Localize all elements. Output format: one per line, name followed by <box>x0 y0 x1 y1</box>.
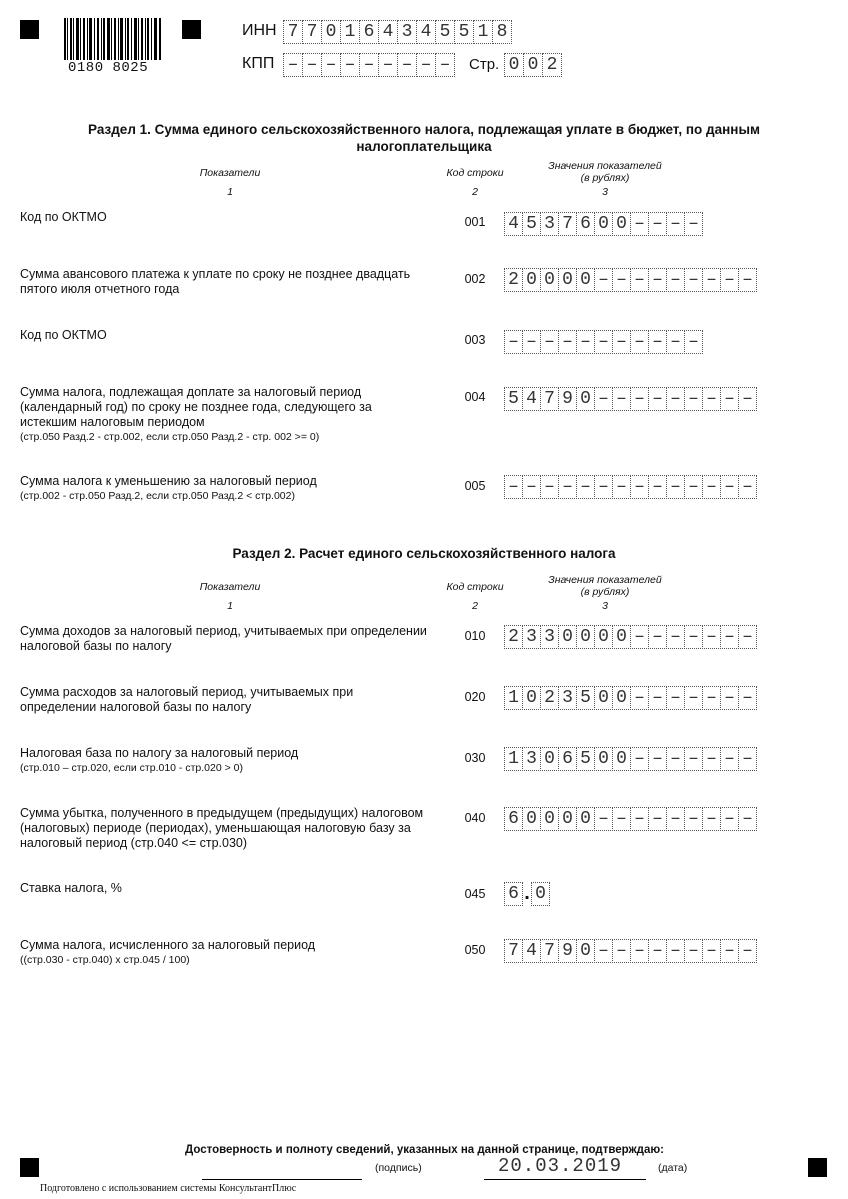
char-cell: – <box>666 807 685 831</box>
s1-row-004-value <box>505 387 757 411</box>
char-cell: 4 <box>522 939 541 963</box>
section1-col2-header: Код строки <box>446 167 504 179</box>
char-cell: – <box>630 686 649 710</box>
char-cell: – <box>558 475 577 499</box>
char-cell: – <box>648 939 667 963</box>
char-cell: – <box>720 747 739 771</box>
char-cell: – <box>702 475 721 499</box>
char-cell: 6 <box>576 212 595 236</box>
s1-row-002-text2: пятого июля отчетного года <box>20 282 180 296</box>
char-cell: – <box>738 939 757 963</box>
char-cell: – <box>378 53 398 77</box>
s1-row-003-label <box>20 328 430 343</box>
char-cell: – <box>594 330 613 354</box>
char-cell: 1 <box>473 20 493 44</box>
section1-col3-line1: Значения показателей <box>548 160 662 172</box>
s1-row-003-code: 003 <box>464 333 486 347</box>
signature-line[interactable] <box>202 1162 362 1180</box>
section2-col1-number: 1 <box>227 600 233 612</box>
char-cell: 2 <box>504 625 523 649</box>
s2-row-040-label <box>20 806 430 851</box>
char-cell: – <box>684 475 703 499</box>
char-cell: 3 <box>522 747 541 771</box>
char-cell: 0 <box>612 625 631 649</box>
char-cell: 0 <box>522 807 541 831</box>
section1-col2-number: 2 <box>472 186 478 198</box>
page-number-field <box>505 53 562 77</box>
section1-title-line1: Раздел 1. Сумма единого сельскохозяйственного налога, подлежащая уплате в бюджет, по данным <box>88 122 760 137</box>
s2-row-030-label <box>20 746 430 776</box>
char-cell: 9 <box>558 387 577 411</box>
char-cell: – <box>283 53 303 77</box>
char-cell: – <box>612 807 631 831</box>
s2-row-010-value <box>505 625 757 649</box>
rate-integer-cell: 6 <box>504 882 523 906</box>
char-cell: – <box>612 387 631 411</box>
char-cell: 1 <box>340 20 360 44</box>
char-cell: – <box>630 939 649 963</box>
char-cell: 0 <box>504 53 524 77</box>
s2-row-020-text1: Сумма расходов за налоговый период, учитываемых при <box>20 685 354 699</box>
section1-col1-header: Показатели <box>199 167 261 179</box>
s2-row-010-text2: налоговой базы по налогу <box>20 639 172 653</box>
char-cell: – <box>648 807 667 831</box>
char-cell: – <box>684 330 703 354</box>
s2-row-030-text: Налоговая база по налогу за налоговый период <box>20 746 299 760</box>
char-cell: 7 <box>504 939 523 963</box>
char-cell: 4 <box>522 387 541 411</box>
s2-row-040-value <box>505 807 757 831</box>
s2-row-020-code: 020 <box>464 690 486 704</box>
char-cell: 0 <box>321 20 341 44</box>
char-cell: – <box>702 939 721 963</box>
char-cell: – <box>666 475 685 499</box>
char-cell: – <box>648 268 667 292</box>
char-cell: 3 <box>397 20 417 44</box>
char-cell: – <box>738 268 757 292</box>
s1-row-002-value <box>505 268 757 292</box>
char-cell: – <box>594 939 613 963</box>
char-cell: – <box>720 387 739 411</box>
char-cell: – <box>576 475 595 499</box>
s1-row-005-text: Сумма налога к уменьшению за налоговый период <box>20 474 317 488</box>
char-cell: – <box>504 330 523 354</box>
char-cell: 0 <box>540 747 559 771</box>
char-cell: – <box>738 686 757 710</box>
kpp-field <box>284 53 455 77</box>
char-cell: – <box>666 387 685 411</box>
char-cell: 1 <box>504 686 523 710</box>
s1-row-003-value <box>505 330 703 354</box>
char-cell: – <box>612 475 631 499</box>
s2-row-030-code: 030 <box>464 751 486 765</box>
char-cell: – <box>594 387 613 411</box>
char-cell: – <box>702 387 721 411</box>
section1-title-line2: налогоплательщика <box>356 139 492 154</box>
char-cell: 0 <box>558 807 577 831</box>
date-value: 20.03.2019 <box>498 1155 623 1177</box>
char-cell: – <box>321 53 341 77</box>
char-cell: – <box>630 330 649 354</box>
char-cell: 5 <box>576 747 595 771</box>
section1-col3-header <box>520 160 690 184</box>
char-cell: – <box>648 686 667 710</box>
char-cell: – <box>720 686 739 710</box>
s2-row-045-text: Ставка налога, % <box>20 881 122 895</box>
char-cell: – <box>738 807 757 831</box>
char-cell: 6 <box>558 747 577 771</box>
char-cell: – <box>648 330 667 354</box>
char-cell: – <box>540 330 559 354</box>
rate-decimal-cell: 0 <box>531 882 550 906</box>
date-label: (дата) <box>658 1162 688 1174</box>
corner-marker-top-left <box>20 20 39 39</box>
char-cell: – <box>738 747 757 771</box>
char-cell: – <box>594 268 613 292</box>
credit-text: Подготовлено с использованием системы КонсультантПлюс <box>40 1183 297 1194</box>
s1-row-001-code: 001 <box>464 215 486 229</box>
s2-row-050-label <box>20 938 430 968</box>
char-cell: – <box>340 53 360 77</box>
section1-title <box>0 121 848 155</box>
char-cell: – <box>397 53 417 77</box>
char-cell: – <box>648 747 667 771</box>
s2-row-050-code: 050 <box>464 943 486 957</box>
s1-row-004-note: (стр.050 Разд.2 - стр.002, если стр.050 Разд.2 - стр. 002 >= 0) <box>20 431 320 443</box>
s2-row-030-value <box>505 747 757 771</box>
char-cell: – <box>684 939 703 963</box>
char-cell: 0 <box>558 268 577 292</box>
char-cell: – <box>648 212 667 236</box>
s2-row-050-value <box>505 939 757 963</box>
s2-row-030-note: (стр.010 – стр.020, если стр.010 - стр.020 > 0) <box>20 762 243 774</box>
s1-row-005-code: 005 <box>464 479 486 493</box>
char-cell: 0 <box>576 939 595 963</box>
char-cell: – <box>648 387 667 411</box>
s1-row-001-label <box>20 210 430 225</box>
char-cell: 0 <box>594 747 613 771</box>
section2-col3-header <box>520 574 690 598</box>
char-cell: 0 <box>522 686 541 710</box>
char-cell: – <box>702 625 721 649</box>
section2-col2-header: Код строки <box>446 581 504 593</box>
char-cell: – <box>720 268 739 292</box>
char-cell: 0 <box>612 212 631 236</box>
s1-row-003-text: Код по ОКТМО <box>20 328 107 342</box>
char-cell: 3 <box>540 625 559 649</box>
char-cell: – <box>630 807 649 831</box>
char-cell: – <box>630 387 649 411</box>
char-cell: – <box>558 330 577 354</box>
char-cell: – <box>720 475 739 499</box>
char-cell: 4 <box>416 20 436 44</box>
char-cell: 4 <box>504 212 523 236</box>
char-cell: – <box>666 625 685 649</box>
s2-row-040-text3: налоговый период (стр.040 <= стр.030) <box>20 836 248 850</box>
s1-row-001-value <box>505 212 703 236</box>
s2-row-040-text2: (налоговых) периоде (периодах), уменьшающая налоговую базу за <box>20 821 411 835</box>
section2-col1-header: Показатели <box>199 581 261 593</box>
signature-label: (подпись) <box>375 1162 422 1174</box>
char-cell: – <box>720 625 739 649</box>
s1-row-002-code: 002 <box>464 272 486 286</box>
char-cell: – <box>576 330 595 354</box>
char-cell: – <box>684 268 703 292</box>
char-cell: – <box>594 807 613 831</box>
page-label: Стр. <box>469 56 500 73</box>
s2-row-010-text1: Сумма доходов за налоговый период, учитываемых при определении <box>20 624 427 638</box>
kpp-label: КПП <box>242 55 275 72</box>
char-cell: – <box>720 939 739 963</box>
char-cell: – <box>540 475 559 499</box>
char-cell: – <box>666 330 685 354</box>
inn-label: ИНН <box>242 22 277 39</box>
char-cell: 7 <box>540 387 559 411</box>
char-cell: – <box>630 747 649 771</box>
section1-col3-number: 3 <box>602 186 608 198</box>
corner-marker-bottom-right <box>808 1158 827 1177</box>
s1-row-005-label <box>20 474 430 504</box>
char-cell: 0 <box>594 212 613 236</box>
char-cell: – <box>684 212 703 236</box>
char-cell: – <box>522 330 541 354</box>
char-cell: 0 <box>576 807 595 831</box>
s2-row-045-value <box>505 882 550 906</box>
section2-col3-number: 3 <box>602 600 608 612</box>
char-cell: 3 <box>540 212 559 236</box>
char-cell: 2 <box>540 686 559 710</box>
rate-decimal-separator: . <box>524 882 530 904</box>
s1-row-005-note: (стр.002 - стр.050 Разд.2, если стр.050 Разд.2 < стр.002) <box>20 490 295 502</box>
char-cell: 0 <box>558 625 577 649</box>
char-cell: – <box>720 807 739 831</box>
char-cell: 3 <box>558 686 577 710</box>
char-cell: – <box>684 747 703 771</box>
char-cell: – <box>630 625 649 649</box>
char-cell: – <box>702 268 721 292</box>
s1-row-001-text: Код по ОКТМО <box>20 210 107 224</box>
section1-col1-number: 1 <box>227 186 233 198</box>
char-cell: 5 <box>522 212 541 236</box>
s1-row-004-code: 004 <box>464 390 486 404</box>
char-cell: 0 <box>540 807 559 831</box>
s1-row-004-text1: Сумма налога, подлежащая доплате за налоговый период <box>20 385 362 399</box>
s2-row-020-label <box>20 685 430 715</box>
char-cell: – <box>504 475 523 499</box>
section2-col2-number: 2 <box>472 600 478 612</box>
s2-row-010-code: 010 <box>464 629 486 643</box>
char-cell: 5 <box>576 686 595 710</box>
barcode-number: 0180 8025 <box>68 60 149 76</box>
char-cell: 5 <box>454 20 474 44</box>
char-cell: – <box>684 686 703 710</box>
char-cell: – <box>666 939 685 963</box>
char-cell: 7 <box>302 20 322 44</box>
char-cell: 0 <box>612 747 631 771</box>
char-cell: 4 <box>378 20 398 44</box>
char-cell: – <box>612 330 631 354</box>
s1-row-002-label <box>20 267 430 297</box>
char-cell: – <box>738 625 757 649</box>
char-cell: – <box>738 475 757 499</box>
char-cell: 0 <box>576 268 595 292</box>
section2-title: Раздел 2. Расчет единого сельскохозяйственного налога <box>232 546 616 561</box>
char-cell: 0 <box>523 53 543 77</box>
char-cell: – <box>302 53 322 77</box>
char-cell: 1 <box>504 747 523 771</box>
char-cell: – <box>666 268 685 292</box>
char-cell: – <box>630 475 649 499</box>
char-cell: – <box>630 212 649 236</box>
s2-row-050-note: ((стр.030 - стр.040) х стр.045 / 100) <box>20 954 190 966</box>
s1-row-005-value <box>505 475 757 499</box>
char-cell: – <box>666 212 685 236</box>
corner-marker-bottom-left <box>20 1158 39 1177</box>
s2-row-045-label <box>20 881 430 896</box>
section1-col3-line2: (в рублях) <box>580 172 630 184</box>
char-cell: – <box>359 53 379 77</box>
char-cell: 0 <box>522 268 541 292</box>
char-cell: 6 <box>504 807 523 831</box>
char-cell: 0 <box>594 625 613 649</box>
char-cell: 0 <box>612 686 631 710</box>
s2-row-045-code: 045 <box>464 887 486 901</box>
char-cell: – <box>630 268 649 292</box>
s2-row-050-text: Сумма налога, исчисленного за налоговый период <box>20 938 316 952</box>
char-cell: – <box>648 475 667 499</box>
s2-row-020-value <box>505 686 757 710</box>
section2-col3-line2: (в рублях) <box>580 586 630 598</box>
char-cell: 6 <box>359 20 379 44</box>
char-cell: 0 <box>594 686 613 710</box>
char-cell: – <box>702 807 721 831</box>
s1-row-002-text1: Сумма авансового платежа к уплате по сроку не позднее двадцать <box>20 267 411 281</box>
char-cell: – <box>666 686 685 710</box>
corner-marker-top-right <box>182 20 201 39</box>
char-cell: 0 <box>576 387 595 411</box>
char-cell: 0 <box>576 625 595 649</box>
char-cell: – <box>684 625 703 649</box>
char-cell: – <box>612 939 631 963</box>
char-cell: – <box>416 53 436 77</box>
char-cell: 7 <box>558 212 577 236</box>
s2-row-040-code: 040 <box>464 811 486 825</box>
char-cell: 8 <box>492 20 512 44</box>
char-cell: – <box>684 807 703 831</box>
char-cell: – <box>648 625 667 649</box>
char-cell: – <box>612 268 631 292</box>
char-cell: 7 <box>283 20 303 44</box>
barcode-image <box>64 18 162 60</box>
inn-field <box>284 20 512 44</box>
char-cell: 2 <box>542 53 562 77</box>
char-cell: – <box>594 475 613 499</box>
section2-col3-line1: Значения показателей <box>548 574 662 586</box>
char-cell: 5 <box>504 387 523 411</box>
char-cell: 7 <box>540 939 559 963</box>
char-cell: – <box>702 747 721 771</box>
s2-row-010-label <box>20 624 430 654</box>
char-cell: 0 <box>540 268 559 292</box>
s1-row-004-text2: (календарный год) по сроку не позднее года, следующего за <box>20 400 372 414</box>
s1-row-004-label <box>20 385 430 445</box>
s2-row-040-text1: Сумма убытка, полученного в предыдущем (предыдущих) налоговом <box>20 806 424 820</box>
char-cell: – <box>666 747 685 771</box>
confirmation-text: Достоверность и полноту сведений, указанных на данной странице, подтверждаю: <box>185 1144 665 1156</box>
s1-row-004-text3: истекшим налоговым периодом <box>20 415 205 429</box>
s2-row-020-text2: определении налоговой базы по налогу <box>20 700 252 714</box>
char-cell: 5 <box>435 20 455 44</box>
char-cell: 2 <box>504 268 523 292</box>
char-cell: – <box>684 387 703 411</box>
char-cell: – <box>702 686 721 710</box>
char-cell: – <box>435 53 455 77</box>
char-cell: – <box>522 475 541 499</box>
char-cell: 9 <box>558 939 577 963</box>
char-cell: 3 <box>522 625 541 649</box>
char-cell: – <box>738 387 757 411</box>
